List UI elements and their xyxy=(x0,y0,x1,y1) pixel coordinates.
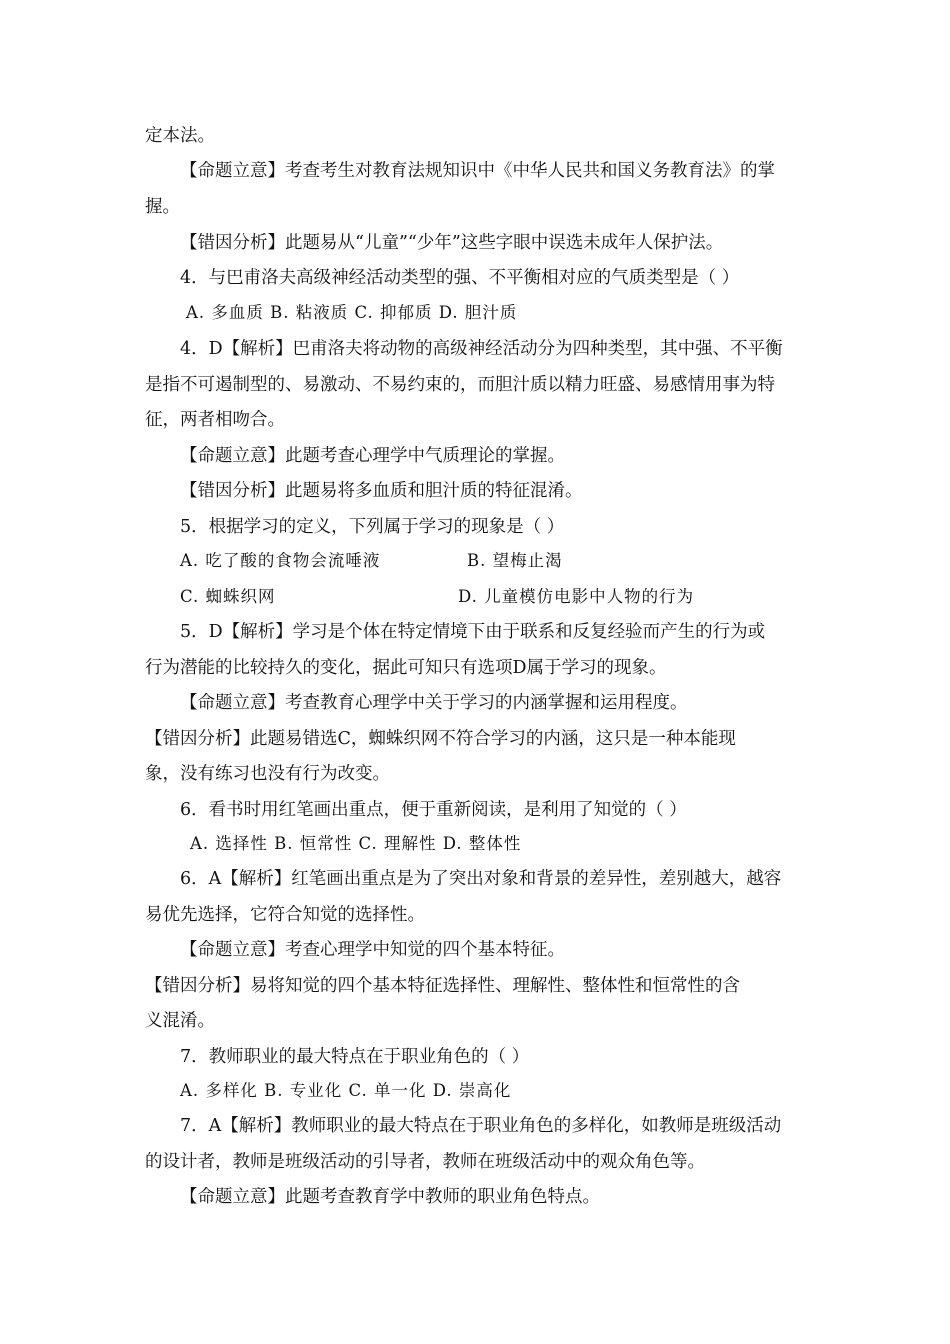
text-line: 的设计者，教师是班级活动的引导者，教师在班级活动中的观众角色等。 xyxy=(145,1152,705,1172)
text-line: 征，两者相吻合。 xyxy=(145,410,285,430)
topic-intent-line: 【命题立意】考查教育心理学中关于学习的内涵掌握和运用程度。 xyxy=(180,693,688,713)
error-analysis-line: 【错因分析】此题易从“儿童”“少年”这些字眼中误选未成年人保护法。 xyxy=(180,233,724,253)
text-line: 象，没有练习也没有行为改变。 xyxy=(145,764,390,784)
question-5-option-b: B. 望梅止渴 xyxy=(467,551,563,570)
question-4: 4．与巴甫洛夫高级神经活动类型的强、不平衡相对应的气质类型是（ ） xyxy=(180,268,740,288)
text-line: 握。 xyxy=(145,197,180,217)
error-analysis-line: 【错因分析】易将知觉的四个基本特征选择性、理解性、整体性和恒常性的含 xyxy=(145,976,740,996)
question-6: 6．看书时用红笔画出重点，便于重新阅读，是利用了知觉的（ ） xyxy=(180,800,687,820)
topic-intent-line: 【命题立意】考查考生对教育法规知识中《中华人民共和国义务教育法》的掌 xyxy=(180,161,775,181)
error-analysis-line: 【错因分析】此题易将多血质和胆汁质的特征混淆。 xyxy=(180,481,583,501)
text-line: 义混淆。 xyxy=(145,1011,215,1031)
topic-intent-line: 【命题立意】此题考查教育学中教师的职业角色特点。 xyxy=(180,1187,600,1207)
topic-intent-line: 【命题立意】此题考查心理学中气质理论的掌握。 xyxy=(180,446,565,466)
topic-intent-line: 【命题立意】考查心理学中知觉的四个基本特征。 xyxy=(180,940,565,960)
text-line: 行为潜能的比较持久的变化，据此可知只有选项D属于学习的现象。 xyxy=(145,658,667,678)
question-7-options: A. 多样化 B. 专业化 C. 单一化 D. 崇高化 xyxy=(180,1081,512,1100)
answer-6-explanation: 6．A【解析】红笔画出重点是为了突出对象和背景的差异性，差别越大，越容 xyxy=(180,869,782,889)
answer-7-explanation: 7．A【解析】教师职业的最大特点在于职业角色的多样化，如教师是班级活动 xyxy=(180,1116,782,1136)
text-line: 定本法。 xyxy=(145,126,215,146)
text-line: 易优先选择，它符合知觉的选择性。 xyxy=(145,905,425,925)
question-5-option-a: A. 吃了酸的食物会流唾液 xyxy=(180,551,381,570)
question-5-option-c: C. 蜘蛛织网 xyxy=(180,587,276,606)
question-7: 7．教师职业的最大特点在于职业角色的（ ） xyxy=(180,1047,530,1067)
question-5-option-d: D. 儿童模仿电影中人物的行为 xyxy=(458,587,695,606)
question-5: 5．根据学习的定义，下列属于学习的现象是（ ） xyxy=(180,517,565,537)
answer-4-explanation: 4．D【解析】巴甫洛夫将动物的高级神经活动分为四种类型，其中强、不平衡 xyxy=(180,339,783,359)
question-4-options: A. 多血质 B. 粘液质 C. 抑郁质 D. 胆汁质 xyxy=(186,303,518,322)
answer-5-explanation: 5．D【解析】学习是个体在特定情境下由于联系和反复经验而产生的行为或 xyxy=(180,622,766,642)
question-6-options: A. 选择性 B. 恒常性 C. 理解性 D. 整体性 xyxy=(190,834,522,853)
error-analysis-line: 【错因分析】此题易错选C，蜘蛛织网不符合学习的内涵，这只是一种本能现 xyxy=(145,729,736,749)
text-line: 是指不可遏制型的、易激动、不易约束的，而胆汁质以精力旺盛、易感情用事为特 xyxy=(145,375,775,395)
